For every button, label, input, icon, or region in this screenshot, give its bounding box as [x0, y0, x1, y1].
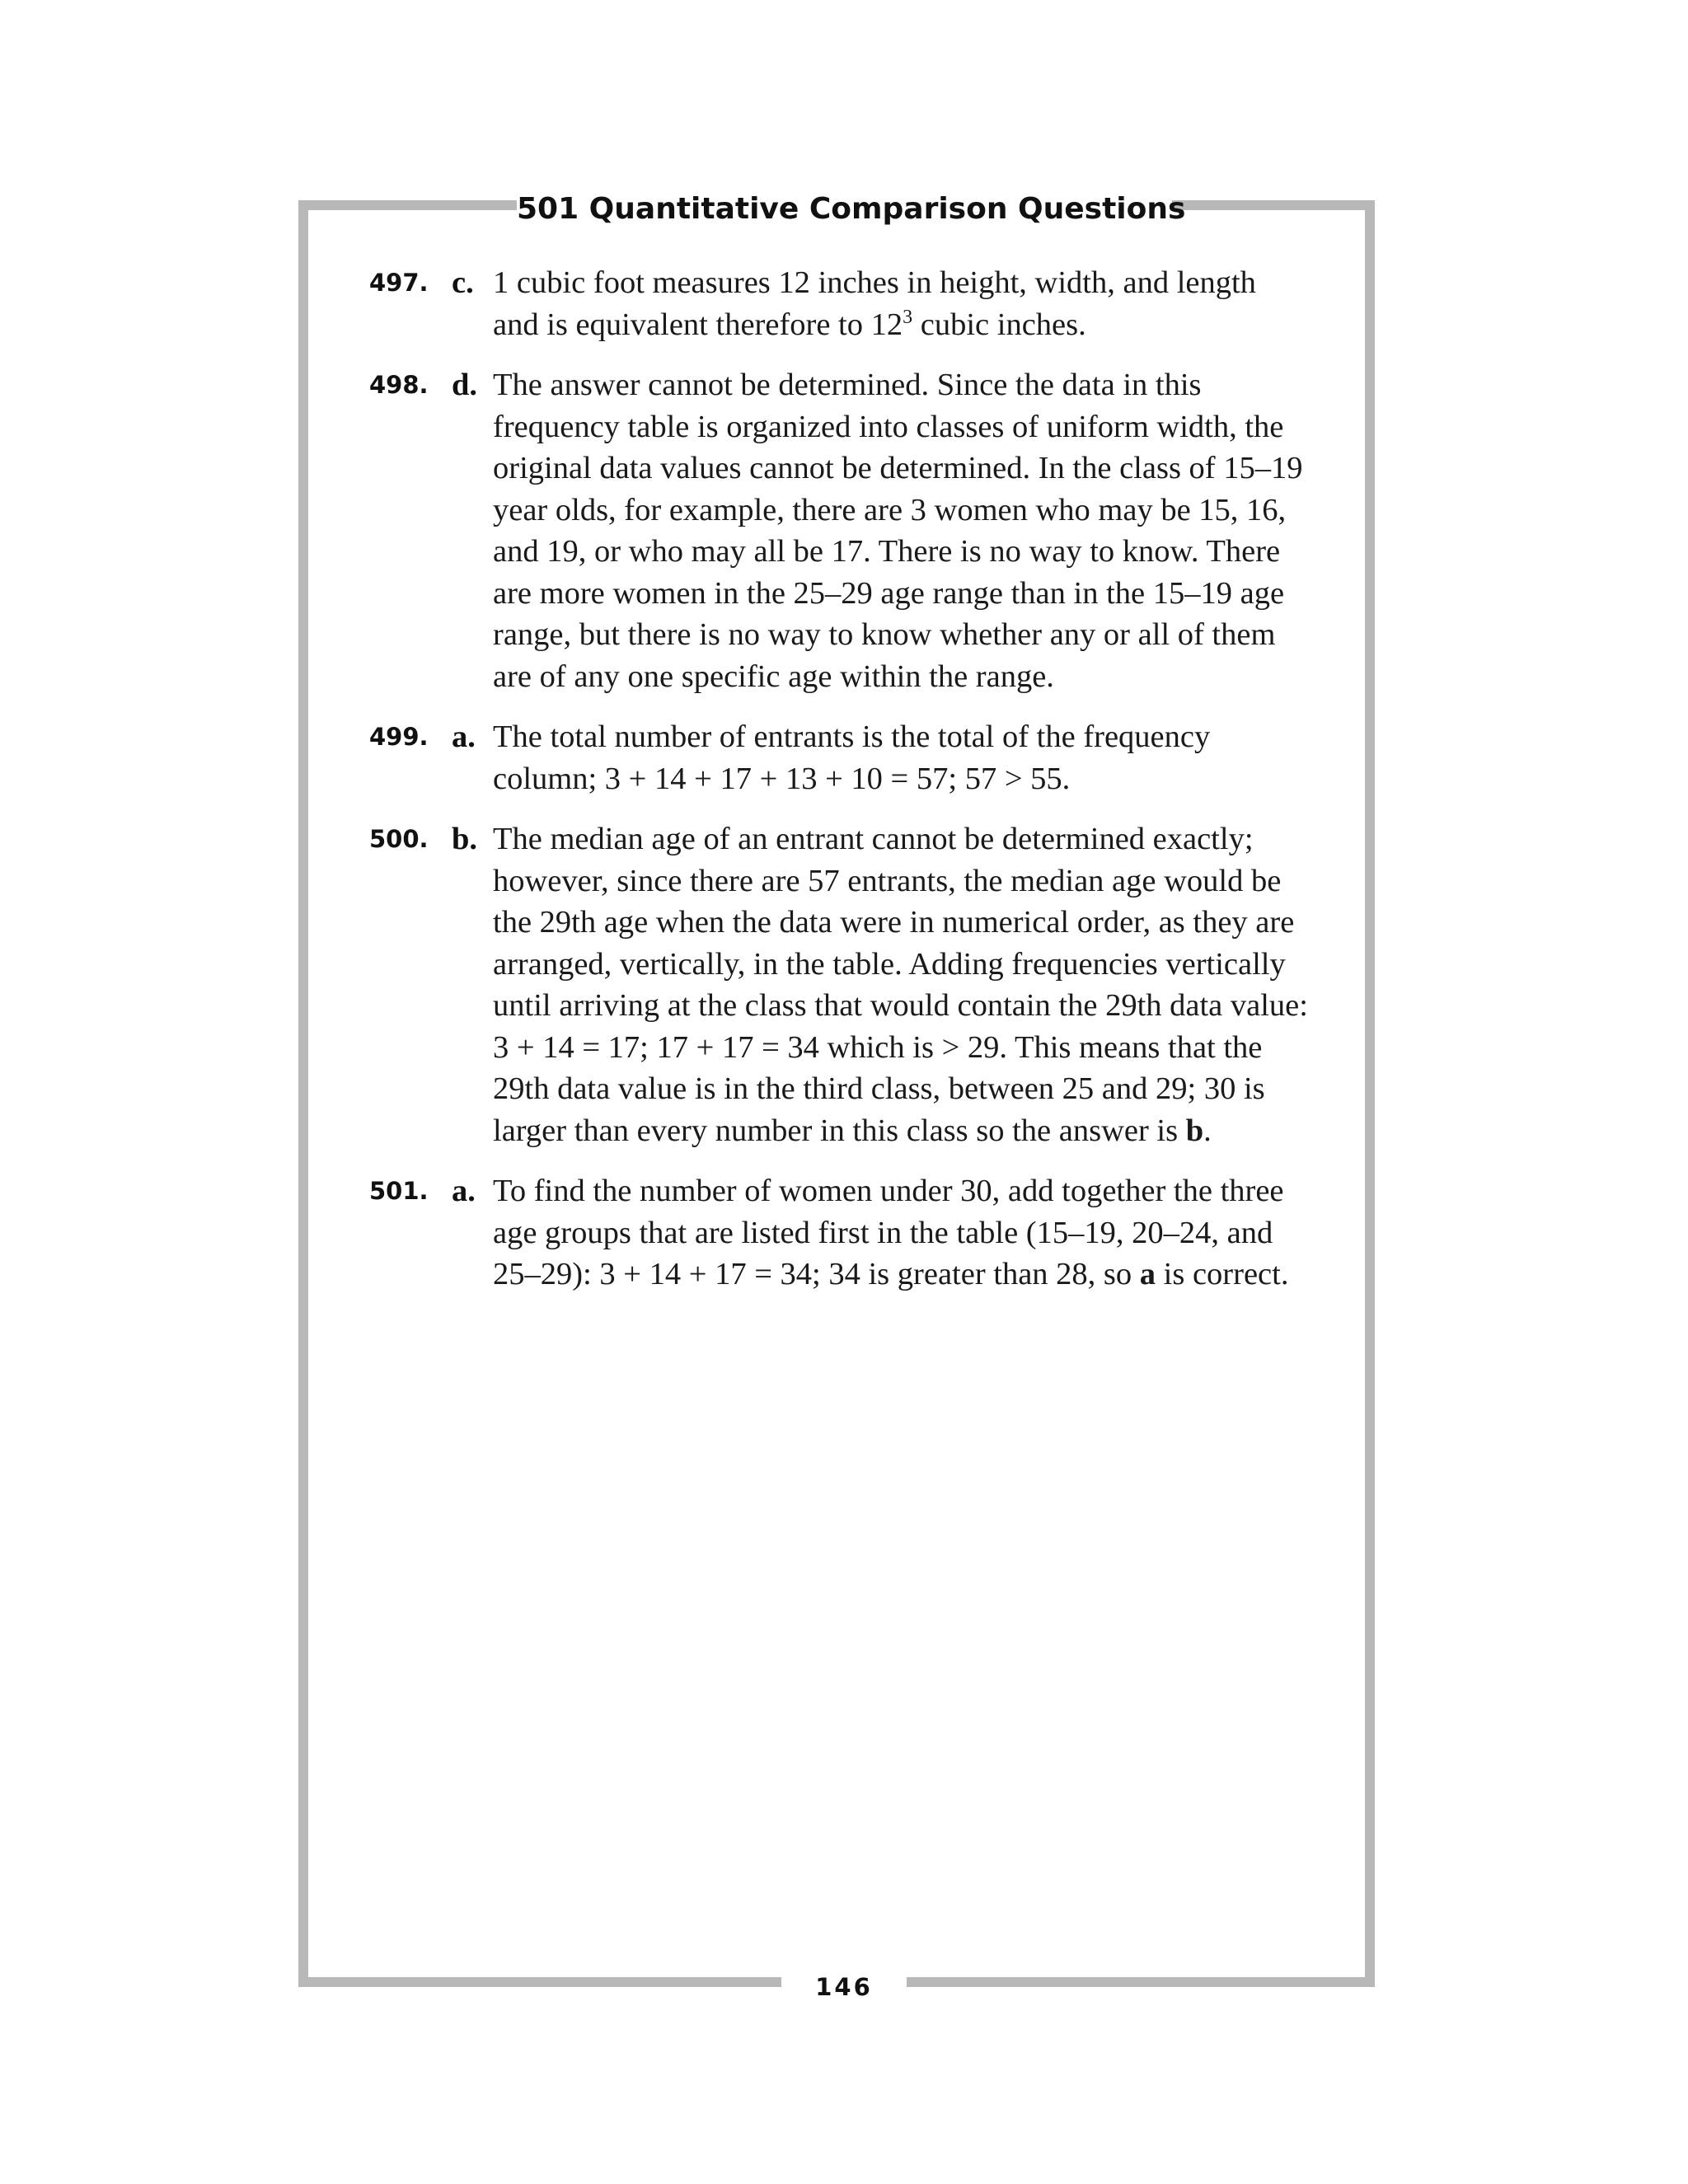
question-number: 498.: [369, 371, 429, 399]
answer-499: [369, 716, 1325, 799]
answer-text-line: the 29th age when the data were in numerical order, as they are: [493, 905, 1295, 940]
question-number: 501.: [369, 1177, 429, 1205]
answer-text-line: range, but there is no way to know whether any or all of them: [493, 617, 1276, 652]
answer-500: [369, 818, 1325, 1151]
answer-text-line: column; 3 + 14 + 17 + 13 + 10 = 57; 57 > 55.: [493, 761, 1071, 796]
answer-letter: b.: [452, 822, 478, 856]
answer-text-line: year olds, for example, there are 3 women who may be 15, 16,: [493, 492, 1287, 527]
answer-498: [369, 364, 1325, 697]
question-number: 499.: [369, 723, 429, 751]
bold-answer-letter: b: [1185, 1113, 1204, 1148]
answer-text-line: larger than every number in this class so the answer is b.: [493, 1113, 1212, 1148]
answer-text-line: 3 + 14 = 17; 17 + 17 = 34 which is > 29. This means that the: [493, 1029, 1263, 1065]
question-number: 500.: [369, 825, 429, 853]
answer-text-line: and 19, or who may all be 17. There is no way to know. There: [493, 534, 1281, 569]
superscript-exponent: 3: [903, 306, 913, 328]
answer-text-line: arranged, vertically, in the table. Adding frequencies vertically: [493, 946, 1286, 982]
answer-text-line: The answer cannot be determined. Since the data in this: [493, 368, 1202, 402]
answer-text-line: original data values cannot be determined. In the class of 15–19: [493, 451, 1303, 485]
answer-text-line: and is equivalent therefore to $12^3$ cubic inches.: [493, 306, 1086, 342]
answer-text-line: are of any one specific age within the range.: [493, 658, 1054, 694]
answer-letter: d.: [452, 368, 478, 402]
answer-letter: c.: [452, 265, 474, 300]
answer-text-line: frequency table is organized into classes of uniform width, the: [493, 409, 1284, 444]
answer-text-line: age groups that are listed first in the table (15–19, 20–24, and: [493, 1215, 1273, 1250]
page-number: 146: [781, 1965, 907, 2009]
answer-list: [369, 262, 1325, 1315]
answer-letter: a.: [452, 719, 476, 754]
answer-text-line: 1 cubic foot measures 12 inches in height, width, and length: [493, 265, 1256, 300]
answer-text-line: The total number of entrants is the total of the frequency: [493, 719, 1211, 754]
answer-letter: a.: [452, 1174, 476, 1208]
answer-text-line: 29th data value is in the third class, between 25 and 29; 30 is: [493, 1071, 1265, 1106]
bold-answer-letter: a: [1139, 1257, 1156, 1291]
answer-text-line: until arriving at the class that would contain the 29th data value:: [493, 988, 1308, 1023]
answer-text-line: are more women in the 25–29 age range than in the 15–19 age: [493, 575, 1285, 611]
question-number: 497.: [369, 269, 429, 297]
answer-text-line: 25–29): 3 + 14 + 17 = 34; 34 is greater than 28, so a is correct.: [493, 1257, 1289, 1291]
answer-text-line: The median age of an entrant cannot be determined exactly;: [493, 822, 1254, 856]
answer-501: [369, 1170, 1325, 1296]
answer-497: [369, 262, 1325, 345]
page-header-title: 501 Quantitative Comparison Questions: [517, 185, 1172, 234]
answer-text-line: To find the number of women under 30, add together the three: [493, 1174, 1284, 1208]
answer-text-line: however, since there are 57 entrants, the median age would be: [493, 863, 1282, 898]
